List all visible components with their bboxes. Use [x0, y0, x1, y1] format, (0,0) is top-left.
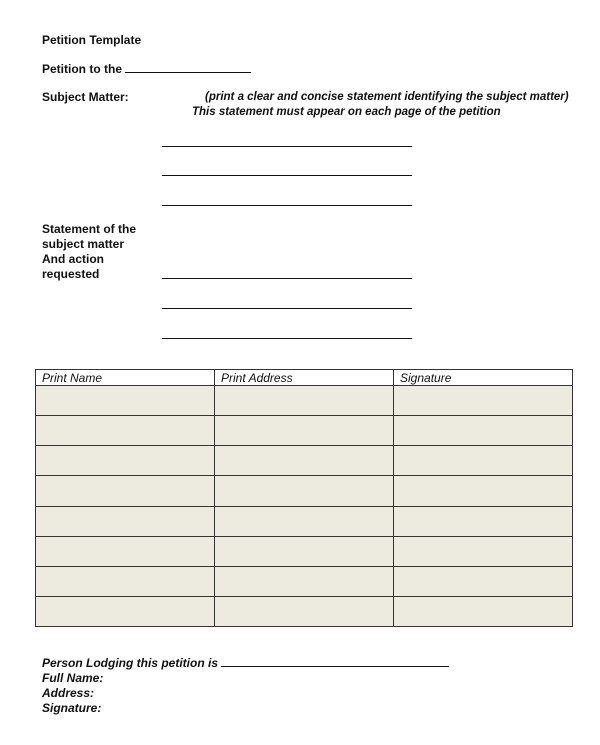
table-row: [36, 416, 573, 446]
subject-line-2[interactable]: [162, 175, 412, 176]
print-address-cell[interactable]: [215, 566, 394, 596]
document-title: Petition Template: [42, 33, 142, 47]
petition-to-blank[interactable]: [125, 62, 251, 73]
full-name-label: Full Name:: [42, 671, 104, 685]
signature-cell[interactable]: [394, 416, 573, 446]
subject-line-1[interactable]: [162, 146, 412, 147]
table-row: [36, 506, 573, 536]
signature-cell[interactable]: [394, 446, 573, 476]
statement-label-line-4: requested: [42, 267, 100, 281]
print-address-cell[interactable]: [215, 446, 394, 476]
petition-to-label: Petition to the: [42, 62, 122, 76]
print-address-cell[interactable]: [215, 416, 394, 446]
statement-label-line-1: Statement of the: [42, 222, 137, 236]
signature-cell[interactable]: [394, 566, 573, 596]
table-row: [36, 446, 573, 476]
subject-line-3[interactable]: [162, 205, 412, 206]
signature-cell[interactable]: [394, 476, 573, 506]
print-name-cell[interactable]: [36, 536, 215, 566]
subject-matter-label: Subject Matter:: [42, 90, 129, 104]
table-row: [36, 566, 573, 596]
statement-label-line-3: And action: [42, 252, 104, 266]
print-address-cell[interactable]: [215, 506, 394, 536]
table-row: [36, 476, 573, 506]
print-address-cell[interactable]: [215, 386, 394, 416]
column-header-print-address: Print Address: [215, 370, 394, 386]
lodging-blank[interactable]: [221, 656, 449, 667]
statement-label-line-2: subject matter: [42, 237, 125, 251]
table-row: [36, 596, 573, 626]
table-body: [36, 386, 573, 627]
statement-line-1[interactable]: [162, 278, 412, 279]
print-name-cell[interactable]: [36, 416, 215, 446]
signature-label: Signature:: [42, 701, 102, 715]
signatures-table: [35, 369, 573, 627]
print-name-cell[interactable]: [36, 446, 215, 476]
print-name-cell[interactable]: [36, 476, 215, 506]
petition-to-line: [42, 62, 251, 77]
print-address-cell[interactable]: [215, 596, 394, 626]
signature-cell[interactable]: [394, 536, 573, 566]
signature-cell[interactable]: [394, 386, 573, 416]
statement-line-3[interactable]: [162, 338, 412, 339]
statement-line-2[interactable]: [162, 308, 412, 309]
signature-cell[interactable]: [394, 506, 573, 536]
table-header-row: [36, 370, 573, 386]
lodging-label: Person Lodging this petition is: [42, 656, 218, 670]
subject-page-note: This statement must appear on each page of the petition: [192, 106, 501, 118]
print-address-cell[interactable]: [215, 536, 394, 566]
signature-cell[interactable]: [394, 596, 573, 626]
lodging-line: [42, 656, 449, 671]
print-name-cell[interactable]: [36, 386, 215, 416]
print-name-cell[interactable]: [36, 506, 215, 536]
statement-label: [42, 222, 136, 282]
table-row: [36, 536, 573, 566]
print-name-cell[interactable]: [36, 596, 215, 626]
print-name-cell[interactable]: [36, 566, 215, 596]
subject-instruction: (print a clear and concise statement identifying the subject matter): [205, 91, 569, 103]
table-row: [36, 386, 573, 416]
print-address-cell[interactable]: [215, 476, 394, 506]
column-header-signature: Signature: [394, 370, 573, 386]
address-label: Address:: [42, 686, 95, 700]
column-header-print-name: Print Name: [36, 370, 215, 386]
